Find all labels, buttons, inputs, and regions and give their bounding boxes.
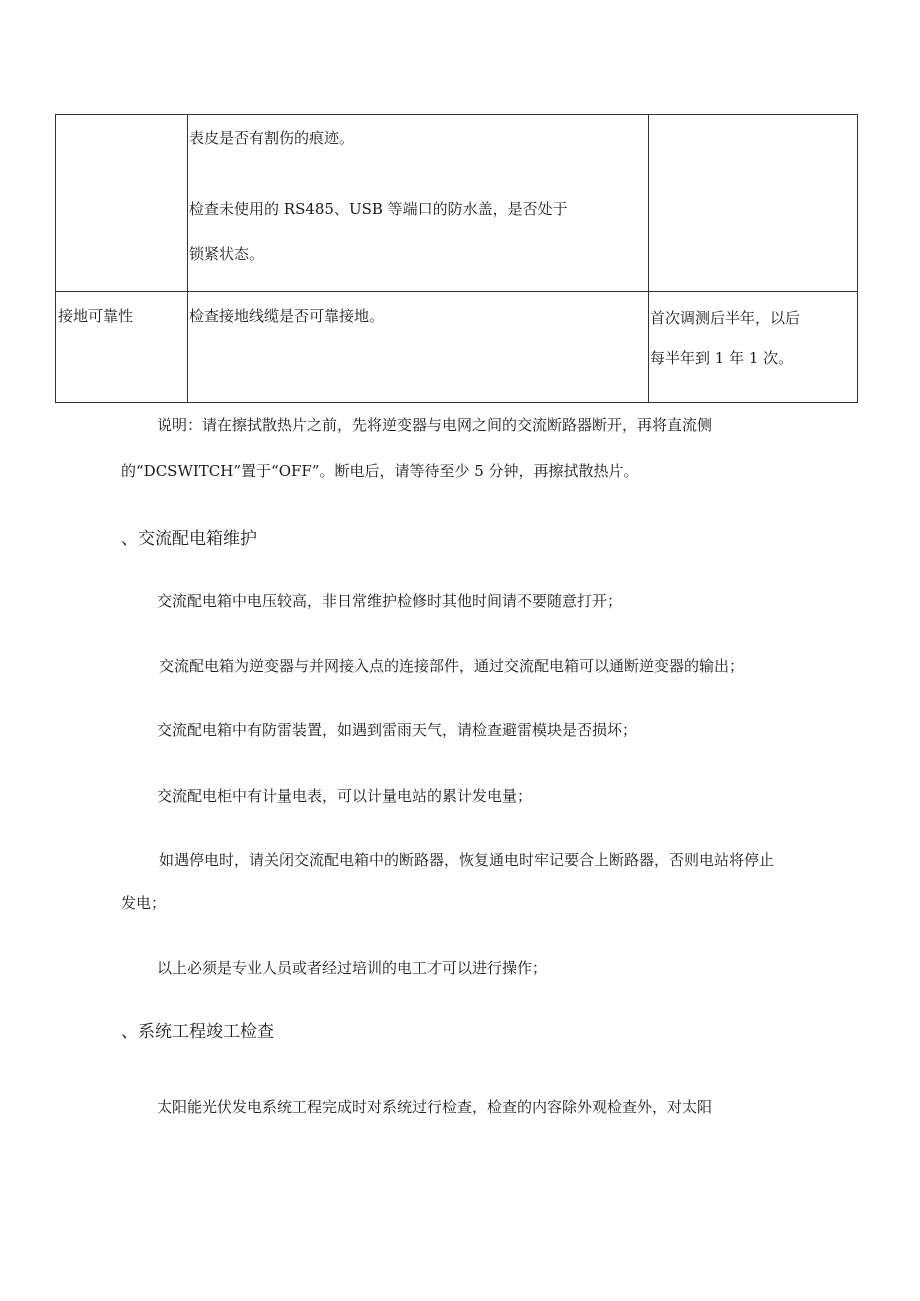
content-line: 检查未使用的 RS485、USB 等端口的防水盖，是否处于 <box>189 200 568 218</box>
table-cell-cycle <box>649 115 858 292</box>
item-label: 接地可靠性 <box>58 307 134 325</box>
table-cell-cycle <box>649 292 858 403</box>
content-line: 锁紧状态。 <box>189 245 265 263</box>
cycle-line: 首次调测后半年，以后 <box>650 309 801 327</box>
note-line-1: 说明：请在擦拭散热片之前，先将逆变器与电网之间的交流断路器断开，再将直流侧 <box>157 416 713 434</box>
table-cell-item <box>56 115 188 292</box>
maintenance-table <box>55 114 858 403</box>
paragraph: 以上必须是专业人员或者经过培训的电工才可以进行操作； <box>157 959 548 977</box>
table-row <box>56 115 858 292</box>
paragraph: 交流配电箱中电压较高，非日常维护检修时其他时间请不要随意打开； <box>157 592 623 610</box>
content-line: 检查接地线缆是否可靠接地。 <box>189 307 385 325</box>
paragraph: 交流配电箱中有防雷装置，如遇到雷雨天气，请检查避雷模块是否损坏； <box>157 721 638 739</box>
table-row <box>56 292 858 403</box>
paragraph: 交流配电箱为逆变器与并网接入点的连接部件，通过交流配电箱可以通断逆变器的输出； <box>159 657 745 675</box>
section-heading-completion-check: 、系统工程竣工检查 <box>121 1022 274 1042</box>
table-cell-content <box>188 292 649 403</box>
table-cell-item <box>56 292 188 403</box>
section-heading-ac-box: 、交流配电箱维护 <box>121 529 257 549</box>
paragraph: 交流配电柜中有计量电表，可以计量电站的累计发电量； <box>157 787 533 805</box>
paragraph: 发电； <box>121 894 167 912</box>
paragraph: 如遇停电时，请关闭交流配电箱中的断路器，恢复通电时牢记要合上断路器，否则电站将停止 <box>159 851 775 869</box>
paragraph: 太阳能光伏发电系统工程完成时对系统过行检查，检查的内容除外观检查外，对太阳 <box>157 1098 713 1116</box>
note-line-2: 的“DCSWITCH”置于“OFF”。断电后，请等待至少 5 分钟，再擦拭散热片。 <box>121 462 639 480</box>
table-cell-content <box>188 115 649 292</box>
content-line: 表皮是否有割伤的痕迹。 <box>189 129 355 147</box>
cycle-line: 每半年到 1 年 1 次。 <box>650 349 794 367</box>
